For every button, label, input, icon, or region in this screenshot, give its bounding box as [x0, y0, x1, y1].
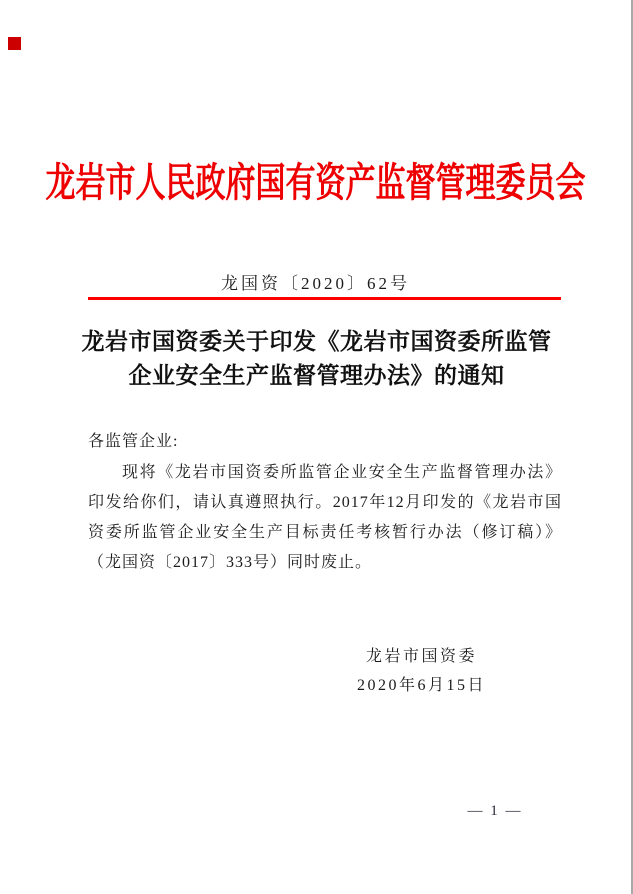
page-number: — 1 — [467, 803, 523, 819]
issuing-org-header: 龙岩市人民政府国有资产监督管理委员会 [45, 161, 586, 206]
signature-date: 2020年6月15日 [356, 677, 486, 694]
red-divider-line [88, 297, 561, 300]
body-paragraph: 现将《龙岩市国资委所监管企业安全生产监督管理办法》印发给你们，请认真遵照执行。2017年12月印发的《龙岩市国资委所监管企业安全生产目标责任考核暂行办法（修订稿）》（龙国资〔2017〕333号）同时废止。 [88, 464, 562, 571]
document-reference-number: 龙国资〔2020〕62号 [221, 274, 410, 293]
signature-block [330, 642, 513, 700]
document-title-line-1: 龙岩市国资委关于印发《龙岩市国资委所监管 [81, 329, 552, 354]
signature-org: 龙岩市国资委 [365, 648, 477, 665]
red-stamp-mark [8, 37, 21, 50]
document-title-line-2: 企业安全生产监督管理办法》的通知 [128, 363, 505, 388]
document-title [80, 325, 553, 393]
salutation: 各监管企业: [88, 433, 179, 450]
